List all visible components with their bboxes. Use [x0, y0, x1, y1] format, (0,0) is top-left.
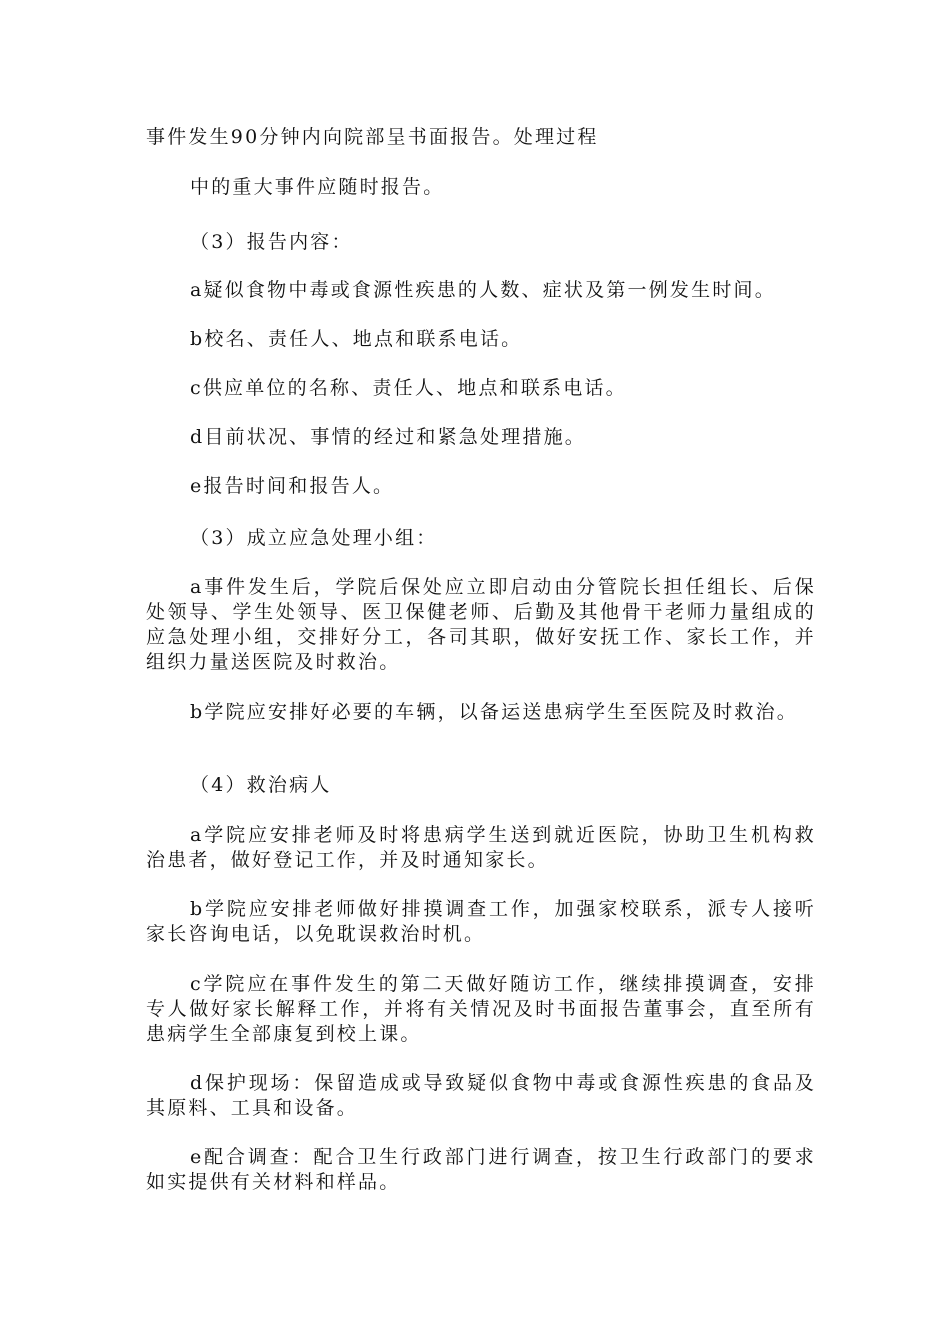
- paragraph-report-item-c: c供应单位的名称、责任人、地点和联系电话。: [190, 377, 627, 399]
- paragraph-treat-item-a: a学院应安排老师及时将患病学生送到就近医院，协助卫生机构救治患者，做好登记工作，并及时通知家长。: [146, 824, 816, 871]
- heading-treat-patients: （4）救治病人: [190, 774, 332, 796]
- paragraph-report-item-b: b校名、责任人、地点和联系电话。: [190, 328, 523, 350]
- paragraph-treat-item-c: c学院应在事件发生的第二天做好随访工作，继续排摸调查，安排专人做好家长解释工作，并将有关情况及时书面报告董事会，直至所有患病学生全部康复到校上课。: [146, 973, 816, 1045]
- paragraph-reporting-deadline: 事件发生90分钟内向院部呈书面报告。处理过程: [146, 126, 599, 148]
- paragraph-treat-item-e: e配合调查：配合卫生行政部门进行调查，按卫生行政部门的要求如实提供有关材料和样品。: [146, 1146, 816, 1193]
- paragraph-report-item-e: e报告时间和报告人。: [190, 475, 395, 497]
- paragraph-report-item-a: a疑似食物中毒或食源性疾患的人数、症状及第一例发生时间。: [190, 279, 776, 301]
- paragraph-major-events: 中的重大事件应随时报告。: [190, 176, 445, 198]
- paragraph-team-item-a: a事件发生后，学院后保处应立即启动由分管院长担任组长、后保处领导、学生处领导、医卫保健老师、后勤及其他骨干老师力量组成的应急处理小组，交排好分工，各司其职，做好安抚工作、家长工作，并组织力量送医院及时救治。: [146, 576, 816, 673]
- heading-report-content: （3）报告内容：: [190, 231, 353, 253]
- paragraph-report-item-d: d目前状况、事情的经过和紧急处理措施。: [190, 426, 586, 448]
- heading-emergency-team: （3）成立应急处理小组：: [190, 527, 438, 549]
- paragraph-team-item-b: b学院应安排好必要的车辆，以备运送患病学生至医院及时救治。: [190, 701, 798, 723]
- paragraph-treat-item-d: d保护现场：保留造成或导致疑似食物中毒或食源性疾患的食品及其原料、工具和设备。: [146, 1072, 816, 1119]
- paragraph-treat-item-b: b学院应安排老师做好排摸调查工作，加强家校联系，派专人接听家长咨询电话，以免耽误救治时机。: [146, 898, 816, 945]
